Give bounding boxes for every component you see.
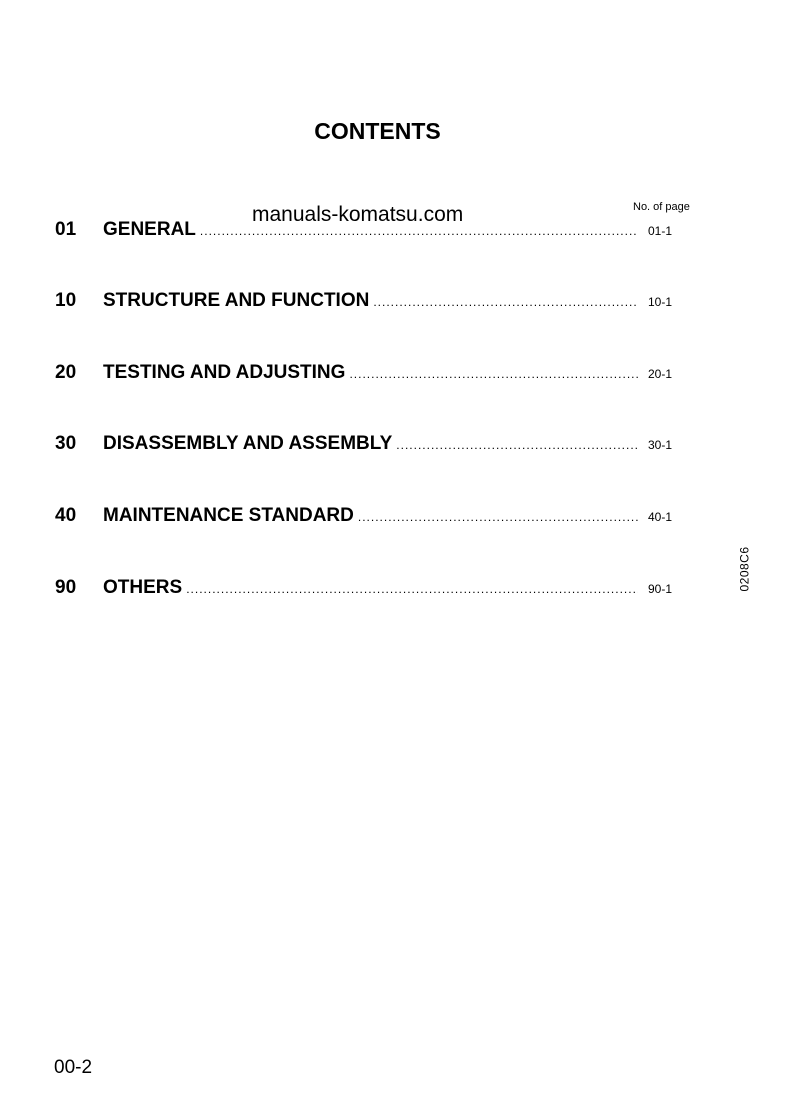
section-label: MAINTENANCE STANDARD: [103, 505, 354, 526]
dot-leader: [349, 367, 638, 381]
toc-entry[interactable]: [55, 505, 680, 529]
page-number: 00-2: [54, 1057, 93, 1078]
toc-entry[interactable]: [55, 290, 680, 314]
page-column-header: No. of page: [633, 201, 690, 213]
section-page: 01-1: [648, 224, 673, 238]
toc-entry[interactable]: [55, 577, 680, 601]
page-title: CONTENTS: [314, 118, 441, 144]
toc-entry[interactable]: [55, 433, 680, 457]
dot-leader: [373, 295, 638, 309]
document-code: 0208C6: [737, 546, 752, 592]
section-page: 90-1: [648, 582, 673, 596]
section-label: STRUCTURE AND FUNCTION: [103, 290, 370, 311]
section-page: 20-1: [648, 367, 673, 381]
section-number: 10: [55, 290, 77, 311]
section-number: 40: [55, 505, 77, 526]
toc-entry[interactable]: [55, 362, 680, 386]
watermark: manuals-komatsu.com: [252, 203, 464, 226]
section-number: 20: [55, 362, 77, 383]
section-page: 40-1: [648, 510, 673, 524]
dot-leader: [396, 438, 638, 452]
section-label: TESTING AND ADJUSTING: [103, 362, 346, 383]
section-page: 10-1: [648, 295, 673, 309]
section-page: 30-1: [648, 438, 673, 452]
dot-leader: [186, 582, 638, 596]
toc-entry[interactable]: [55, 219, 680, 243]
dot-leader: [358, 510, 638, 524]
section-label: DISASSEMBLY AND ASSEMBLY: [103, 433, 393, 454]
section-number: 30: [55, 433, 77, 454]
section-label: GENERAL: [103, 219, 196, 240]
dot-leader: [200, 224, 638, 238]
section-number: 90: [55, 577, 77, 598]
section-label: OTHERS: [103, 577, 183, 598]
section-number: 01: [55, 219, 77, 240]
